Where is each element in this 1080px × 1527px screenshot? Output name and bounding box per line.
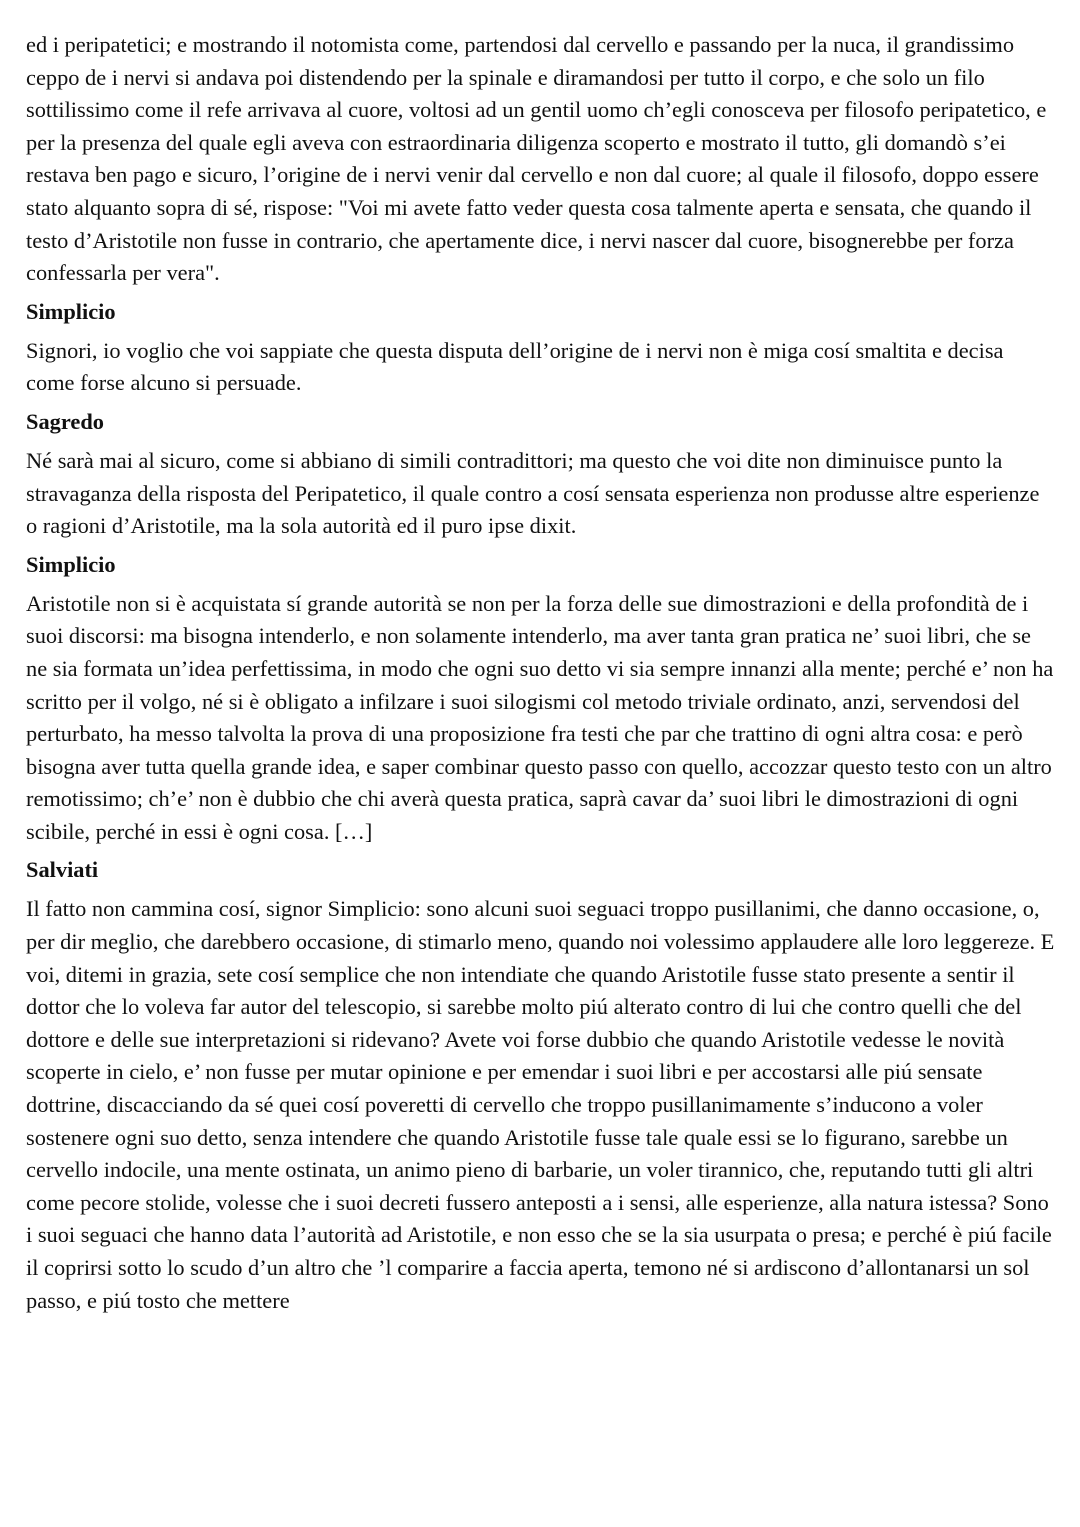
paragraph-narration: ed i peripatetici; e mostrando il notomista come, partendosi dal cervello e passando per la nuca, il grandissimo ceppo de i nervi si andava poi distendendo per la spinale e diramandosi per tutto il corpo, e che solo un filo sottilissimo come il refe arrivava al cuore, voltosi ad un gentil uomo ch’egli conosceva per filosofo peripatetico, e per la presenza del quale egli aveva con estraordinaria diligenza scoperto e mostrato il tutto, gli domandò s’ei restava ben pago e sicuro, l’origine de i nervi venir dal cervello e non dal cuore; al quale il filosofo, doppo essere stato alquanto sopra di sé, rispose: "Voi mi avete fatto veder questa cosa talmente aperta e sensata, che quando il testo d’Aristotile non fusse in contrario, che apertamente dice, i nervi nascer dal cuore, bisognerebbe per forza confessarla per vera".	[26, 32, 1047, 286]
paragraph-sagredo: Né sarà mai al sicuro, come si abbiano di simili contradittori; ma questo che voi dite non diminuisce punto la stravaganza della risposta del Peripatetico, il quale contro a cosí sensata esperienza non produsse altre esperienze o ragioni d’Aristotile, ma la sola autorità ed il puro ipse dixit.	[26, 447, 1040, 539]
paragraph-simplicio-1: Signori, io voglio che voi sappiate che questa disputa dell’origine de i nervi non è miga cosí smaltita e decisa come forse alcuno si persuade.	[26, 337, 1004, 396]
speaker-simplicio: Simplicio	[26, 298, 116, 324]
speaker-sagredo: Sagredo	[26, 408, 104, 434]
paragraph-simplicio-2: Aristotile non si è acquistata sí grande autorità se non per la forza delle sue dimostrazioni e della profondità de i suoi discorsi: ma bisogna intenderlo, e non solamente intenderlo, ma aver tanta gran pratica ne’ suoi libri, che se ne sia formata un’idea perfettissima, in modo che ogni suo detto vi sia sempre innanzi alla mente; perché e’ non ha scritto per il volgo, né si è obligato a infilzare i suoi silogismi col metodo triviale ordinato, anzi, servendosi del perturbato, ha messo talvolta la prova di una proposizione fra testi che par che trattino di ogni altra cosa: e però bisogna aver tutta quella grande idea, e saper combinar questo passo con quello, accozzar questo testo con un altro remotissimo; ch’e’ non è dubbio che chi averà questa pratica, saprà cavar da’ suoi libri le dimostrazioni di ogni scibile, perché in essi è ogni cosa. […]	[26, 590, 1054, 844]
speaker-simplicio-2: Simplicio	[26, 551, 116, 577]
paragraph-salviati: Il fatto non cammina cosí, signor Simplicio: sono alcuni suoi seguaci troppo pusillanimi, che danno occasione, o, per dir meglio, che darebbero occasione, di stimarlo meno, quando noi volessimo applaudere alle loro leggereze. E voi, ditemi in grazia, sete cosí semplice che non intendiate che quando Aristotile fusse stato presente a sentir il dottor che lo voleva far autor del telescopio, si sarebbe molto piú alterato contro di lui che contro quelli che del dottore e delle sue interpretazioni si ridevano? Avete voi forse dubbio che quando Aristotile vedesse le novità scoperte in cielo, e’ non fusse per mutar opinione e per emendar i suoi libri e per accostarsi alle piú sensate dottrine, discacciando da sé quei cosí poveretti di cervello che troppo pusillanimamente s’inducono a voler sostenere ogni suo detto, senza intendere che quando Aristotile fusse tale quale essi se lo figurano, sarebbe un cervello indocile, una mente ostinata, un animo pieno di barbarie, un voler tirannico, che, reputando tutti gli altri come pecore stolide, volesse che i suoi decreti fussero anteposti a i sensi, alle esperienze, alla natura istessa? Sono i suoi seguaci che hanno data l’autorità ad Aristotile, e non esso che se la sia usurpata o presa; e perché è piú facile il coprirsi sotto lo scudo d’un altro che ’l comparire a faccia aperta, temono né si ardiscono d’allontanarsi un sol passo, e piú tosto che mettere	[26, 896, 1055, 1313]
document-page	[26, 29, 1056, 1317]
speaker-salviati: Salviati	[26, 857, 99, 883]
